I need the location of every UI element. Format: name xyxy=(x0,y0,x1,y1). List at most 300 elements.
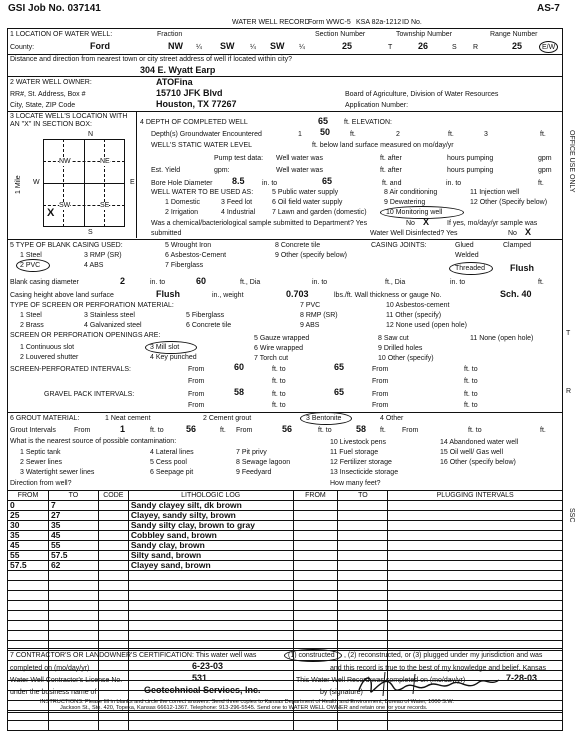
county-value: Ford xyxy=(90,41,110,51)
log-to xyxy=(48,711,98,721)
gw-ft: ft. xyxy=(540,131,546,138)
opening-option: 4 Key punched xyxy=(150,354,197,361)
source-option: 2 Sewer lines xyxy=(20,459,63,466)
perf-from-label: From xyxy=(188,378,205,385)
form-code: AS-7 xyxy=(537,3,560,14)
plugging-interval xyxy=(388,591,563,601)
gw2-num: 2 xyxy=(396,131,400,138)
fraction-3: SW xyxy=(270,41,285,51)
log-header-plug-from: FROM xyxy=(293,491,338,501)
gravel-from-label: From xyxy=(372,391,389,398)
log-description xyxy=(128,621,293,631)
distance-label: Distance and direction from nearest town or city street address of well if located within city? xyxy=(10,56,293,63)
log-to: 7 xyxy=(48,501,98,511)
grout-option: 2 Cement grout xyxy=(203,415,252,422)
gravel-to-label: ft. to xyxy=(464,391,478,398)
log-description: Silty sand, brown xyxy=(128,551,293,561)
section-number-value: 25 xyxy=(342,41,353,51)
log-description xyxy=(128,641,293,651)
log-from xyxy=(8,721,49,731)
margin-ssc: SSC xyxy=(568,508,575,523)
casing-option: 9 Other (specify below) xyxy=(275,252,347,259)
gravel-from-value: 58 xyxy=(234,387,245,397)
plug-from xyxy=(293,551,338,561)
log-description: Clayey sand, brown xyxy=(128,561,293,571)
plugging-interval xyxy=(388,551,563,561)
quarter-mark: ¼ xyxy=(299,44,305,51)
log-from xyxy=(8,581,49,591)
source-option: 8 Sewage lagoon xyxy=(236,459,291,466)
log-from xyxy=(8,631,49,641)
well-water-was: Well water was xyxy=(276,155,323,162)
log-from xyxy=(8,641,49,651)
use-label: WELL WATER TO BE USED AS: xyxy=(151,189,254,196)
log-from xyxy=(8,711,49,721)
grout-to-value: 56 xyxy=(186,424,197,434)
plug-from xyxy=(293,501,338,511)
casing-option: 4 ABS xyxy=(84,262,104,269)
grout-option: 1 Neat cement xyxy=(105,415,151,422)
plugging-interval xyxy=(388,641,563,651)
source-option: 9 Feedyard xyxy=(236,469,272,476)
bentonite-circle xyxy=(300,412,352,425)
log-row-blank xyxy=(8,631,563,641)
log-description xyxy=(128,671,293,681)
log-to xyxy=(48,721,98,731)
rule xyxy=(7,412,563,413)
log-from xyxy=(8,601,49,611)
screen-option: 5 Fiberglass xyxy=(186,312,225,319)
fraction-2: SW xyxy=(220,41,235,51)
plug-to xyxy=(338,611,388,621)
opening-option: 8 Saw cut xyxy=(378,335,409,342)
log-to xyxy=(48,621,98,631)
instructions-line-1: INSTRUCTIONS: Please fill in blanks and circle the correct answers. Send three copies to Kansas Department of Health and Environment, Bureau of Water, 1000 S.W. xyxy=(40,699,454,705)
log-from: 55 xyxy=(8,551,49,561)
constructed-circle xyxy=(284,649,342,662)
opening-option: 10 Other (specify) xyxy=(378,355,434,362)
use-option: 6 Oil field water supply xyxy=(272,199,343,206)
business-value: Geotechnical Services, Inc. xyxy=(144,685,261,695)
source-option: 13 Insecticide storage xyxy=(330,469,399,476)
grout-from-value: 1 xyxy=(120,424,126,434)
in-to: in. to xyxy=(446,180,462,187)
plug-to xyxy=(338,621,388,631)
log-code xyxy=(98,711,128,721)
gravel-label: GRAVEL PACK INTERVALS: xyxy=(44,391,135,398)
map-nw: NW xyxy=(59,158,71,165)
plug-from xyxy=(293,711,338,721)
use-option: 4 Industrial xyxy=(221,209,256,216)
log-from xyxy=(8,611,49,621)
disinfected-no-mark: X xyxy=(525,227,532,237)
log-description: Sandy silty clay, brown to gray xyxy=(128,521,293,531)
plugging-interval xyxy=(388,611,563,621)
plug-from xyxy=(293,571,338,581)
casing-option: 5 Wrought Iron xyxy=(165,242,212,249)
log-description: Clayey, sandy silty, brown xyxy=(128,511,293,521)
map-west: W xyxy=(33,179,40,186)
chem-tail: If yes, mo/day/yr sample was xyxy=(447,220,538,227)
casing-option: 3 RMP (SR) xyxy=(84,252,122,259)
use-option: 8 Air conditioning xyxy=(384,189,438,196)
street-value: 15710 JFK Blvd xyxy=(156,88,223,98)
gravel-from-label: From xyxy=(188,391,205,398)
casing-option: 8 Concrete tile xyxy=(275,242,321,249)
log-row-blank xyxy=(8,721,563,731)
log-code xyxy=(98,661,128,671)
pump-label: Pump test data: xyxy=(214,155,264,162)
log-code xyxy=(98,721,128,731)
source-option: 3 Watertight sewer lines xyxy=(20,469,95,476)
casing-option: 1 Steel xyxy=(20,252,42,259)
log-from: 57.5 xyxy=(8,561,49,571)
plug-from xyxy=(293,611,338,621)
margin-r: R xyxy=(566,388,572,395)
log-from xyxy=(8,591,49,601)
ksa-reference: KSA 82a-1212 xyxy=(356,19,402,26)
joint-option: Glued xyxy=(455,242,474,249)
screen-option: 9 ABS xyxy=(300,322,320,329)
weight-label: in., weight xyxy=(212,292,244,299)
use-option: 2 Irrigation xyxy=(165,209,199,216)
log-row-blank xyxy=(8,571,563,581)
log-from xyxy=(8,621,49,631)
diameter-to-value: 60 xyxy=(196,276,207,286)
plug-from xyxy=(293,521,338,531)
threaded-circle xyxy=(449,262,493,275)
opening-option: 1 Continuous slot xyxy=(20,344,75,351)
log-description xyxy=(128,571,293,581)
log-to xyxy=(48,641,98,651)
gpm-label: gpm: xyxy=(214,167,230,174)
gw1-num: 1 xyxy=(298,131,302,138)
plugging-interval xyxy=(388,601,563,611)
business-label: under the business name of xyxy=(10,689,97,696)
log-code xyxy=(98,601,128,611)
grid-line xyxy=(43,205,125,206)
mill-slot-circle xyxy=(145,341,197,354)
rule xyxy=(7,648,563,649)
use-option: 1 Domestic xyxy=(165,199,201,206)
log-header-row xyxy=(8,491,563,501)
plug-from xyxy=(293,621,338,631)
log-from: 30 xyxy=(8,521,49,531)
section-number-label: Section Number xyxy=(315,31,366,38)
record-completed-label: This Water Well Record was completed on (mo/day/yr) xyxy=(296,677,466,684)
grout-option: 4 Other xyxy=(380,415,404,422)
ft-after: ft. after xyxy=(380,167,402,174)
grout-option-selected: 3 Bentonite xyxy=(306,415,342,422)
plug-from xyxy=(293,631,338,641)
source-option: 14 Abandoned water well xyxy=(440,439,519,446)
log-header-plugging: PLUGGING INTERVALS xyxy=(388,491,563,501)
quarter-mark: ¼ xyxy=(250,44,256,51)
direction-label: Direction from well? xyxy=(10,480,72,487)
grout-ft: ft. xyxy=(540,427,546,434)
source-option: 15 Oil well/ Gas well xyxy=(440,449,504,456)
joints-label: CASING JOINTS: xyxy=(371,242,427,249)
log-description xyxy=(128,591,293,601)
joint-flush: Flush xyxy=(510,263,534,273)
log-description xyxy=(128,581,293,591)
grout-intervals-label: Grout Intervals xyxy=(10,427,56,434)
source-option: 10 Livestock pens xyxy=(330,439,387,446)
use-option: 5 Public water supply xyxy=(272,189,339,196)
opening-option: 11 None (open hole) xyxy=(470,335,534,342)
perf-from-label: From xyxy=(372,378,389,385)
plugging-interval xyxy=(388,501,563,511)
plug-to xyxy=(338,601,388,611)
record-title: WATER WELL RECORD xyxy=(232,19,310,26)
gpm: gpm xyxy=(538,167,552,174)
screen-option: 12 None used (open hole) xyxy=(386,322,467,329)
log-from xyxy=(8,571,49,581)
perf-from-label: From xyxy=(372,366,389,373)
plug-from xyxy=(293,601,338,611)
log-to: 55 xyxy=(48,541,98,551)
plug-to xyxy=(338,521,388,531)
ft: ft. xyxy=(538,180,544,187)
screen-option: 2 Brass xyxy=(20,322,44,329)
log-to xyxy=(48,591,98,601)
source-option: 5 Cess pool xyxy=(150,459,187,466)
license-value: 531 xyxy=(192,673,208,683)
bore-value: 8.5 xyxy=(232,176,245,186)
log-row-blank xyxy=(8,711,563,721)
ft-dia: ft., Dia xyxy=(385,279,406,286)
log-description xyxy=(128,711,293,721)
log-row-blank xyxy=(8,611,563,621)
grout-from-label: From xyxy=(74,427,91,434)
perf-to-label: ft. to xyxy=(272,378,286,385)
section4-label: 4 DEPTH OF COMPLETED WELL xyxy=(140,119,248,126)
rule xyxy=(136,111,137,238)
contractor-signature xyxy=(355,668,505,700)
perf-to-label: ft. to xyxy=(272,366,286,373)
plug-to xyxy=(338,641,388,651)
margin-t: T xyxy=(566,330,571,337)
ft-after: ft. after xyxy=(380,155,402,162)
log-code xyxy=(98,571,128,581)
office-use-label: OFFICE USE ONLY xyxy=(568,130,575,193)
plug-from xyxy=(293,591,338,601)
casing-option-selected: 2 PVC xyxy=(20,262,41,269)
plug-to xyxy=(338,541,388,551)
plugging-interval xyxy=(388,711,563,721)
plugging-interval xyxy=(388,571,563,581)
ft: ft. xyxy=(538,279,544,286)
log-from: 35 xyxy=(8,531,49,541)
log-to: 35 xyxy=(48,521,98,531)
plugging-interval xyxy=(388,561,563,571)
log-code xyxy=(98,621,128,631)
log-to xyxy=(48,611,98,621)
fraction-1: NW xyxy=(168,41,183,51)
well-water-was: Well water was xyxy=(276,167,323,174)
use-option: 3 Feed lot xyxy=(221,199,253,206)
log-code xyxy=(98,581,128,591)
log-row xyxy=(8,511,563,521)
log-to: 57.5 xyxy=(48,551,98,561)
hours-pumping: hours pumping xyxy=(447,167,494,174)
log-code xyxy=(98,641,128,651)
opening-option: 9 Drilled holes xyxy=(378,345,423,352)
township-unit: S xyxy=(452,44,457,51)
log-to xyxy=(48,571,98,581)
screen-option: 10 Asbestos-cement xyxy=(386,302,450,309)
monitoring-well-circle xyxy=(380,206,464,219)
plug-from xyxy=(293,511,338,521)
perf-to-label: ft. to xyxy=(464,366,478,373)
perf-from-value: 60 xyxy=(234,362,245,372)
log-code xyxy=(98,551,128,561)
screen-option: 1 Steel xyxy=(20,312,42,319)
chem-sample-label: Was a chemical/bacteriological sample submitted to Department? Yes xyxy=(151,220,368,227)
gravel-from-label: From xyxy=(372,402,389,409)
plug-to xyxy=(338,721,388,731)
log-header-to: TO xyxy=(48,491,98,501)
cert-line1-tail: , (2) reconstructed, or (3) plugged under my jurisdiction and was xyxy=(344,652,543,659)
in-to: in. to xyxy=(450,279,466,286)
grid-line xyxy=(104,139,105,227)
license-label: Water Well Contractor's License No. xyxy=(10,677,123,684)
gw-ft: ft. xyxy=(448,131,454,138)
range-r: R xyxy=(473,44,479,51)
source-option: 12 Fertilizer storage xyxy=(330,459,392,466)
log-description: Cobbley sand, brown xyxy=(128,531,293,541)
diameter-value: 2 xyxy=(120,276,126,286)
log-header-lithology: LITHOLOGIC LOG xyxy=(128,491,293,501)
range-value: 25 xyxy=(512,41,523,51)
well-location-x: X xyxy=(47,207,55,219)
casing-option: 7 Fiberglass xyxy=(165,262,204,269)
grid-line xyxy=(43,161,125,162)
plugging-interval xyxy=(388,531,563,541)
plug-to xyxy=(338,561,388,571)
gw-ft: ft. xyxy=(350,131,356,138)
map-north: N xyxy=(88,131,94,138)
opening-option: 7 Torch cut xyxy=(254,355,289,362)
log-code xyxy=(98,591,128,601)
log-row-blank xyxy=(8,581,563,591)
log-row-blank xyxy=(8,641,563,651)
log-row xyxy=(8,541,563,551)
map-east: E xyxy=(130,179,135,186)
yield-label: Est. Yield xyxy=(151,167,181,174)
log-row xyxy=(8,521,563,531)
perf-to-value: 65 xyxy=(334,362,345,372)
plug-from xyxy=(293,561,338,571)
opening-option: 6 Wire wrapped xyxy=(254,345,304,352)
section3-label: 3 LOCATE WELL'S LOCATION WITH AN "X" IN SECTION BOX: xyxy=(10,113,128,128)
grout-from2-value: 56 xyxy=(282,424,293,434)
completed-value: 6-23-03 xyxy=(192,661,224,671)
log-row-blank xyxy=(8,601,563,611)
depth-value: 65 xyxy=(318,116,329,126)
owner-value: ATOFina xyxy=(156,77,193,87)
grid-line xyxy=(63,139,64,227)
disinfected-no: No xyxy=(508,230,517,237)
in-to: in. to xyxy=(262,180,278,187)
gravel-to-label: ft. to xyxy=(464,402,478,409)
in-to: in. to xyxy=(312,279,328,286)
static-label: WELL'S STATIC WATER LEVEL xyxy=(151,142,253,149)
use-option: 12 Other (Specify below) xyxy=(470,199,548,206)
log-row xyxy=(8,531,563,541)
constructed-option: (1) constructed xyxy=(288,652,335,659)
source-option: 11 Fuel storage xyxy=(330,449,379,456)
address-label: RR#, St. Address, Box # xyxy=(10,91,86,98)
map-mile: 1 Mile xyxy=(15,175,22,194)
grout-to2-value: 58 xyxy=(356,424,367,434)
plugging-interval xyxy=(388,521,563,531)
log-row-blank xyxy=(8,591,563,601)
log-description xyxy=(128,631,293,641)
ft-and: ft. and xyxy=(382,180,402,187)
city-label: City, State, ZIP Code xyxy=(10,102,76,109)
weight-value: 0.703 xyxy=(286,289,309,299)
grout-to-label: ft. to xyxy=(468,427,482,434)
plug-to xyxy=(338,551,388,561)
source-option: 7 Pit privy xyxy=(236,449,267,456)
grout-to-label: ft. to xyxy=(318,427,332,434)
gauge-value: Sch. 40 xyxy=(500,289,532,299)
plugging-interval xyxy=(388,621,563,631)
gravel-from-label: From xyxy=(188,402,205,409)
log-to xyxy=(48,631,98,641)
application-label: Application Number: xyxy=(345,102,409,109)
joint-option: Welded xyxy=(455,252,479,259)
instructions-line-2: Jackson St., Ste. 420, Topeka, Kansas 66612-1367. Telephone: 913-296-5545. Send one to WATER WELL OWNER and retain one for your records. xyxy=(60,705,428,711)
ft-dia: ft., Dia xyxy=(240,279,261,286)
screen-option: 11 Other (specify) xyxy=(386,312,442,319)
use-option: 9 Dewatering xyxy=(384,199,426,206)
log-code xyxy=(98,611,128,621)
grout-to-label: ft. to xyxy=(150,427,164,434)
log-code xyxy=(98,541,128,551)
log-header-plug-to: TO xyxy=(338,491,388,501)
disinfected-label: Water Well Disinfected? Yes xyxy=(370,230,458,237)
completed-label: completed on (mo/day/yr) xyxy=(10,665,90,672)
form-number: Form WWC-5 xyxy=(308,19,351,26)
id-number-label: ID No. xyxy=(402,19,422,26)
log-to xyxy=(48,601,98,611)
use-option: 11 Injection well xyxy=(470,189,520,196)
height-label: Casing height above land surface xyxy=(10,292,114,299)
source-option: 6 Seepage pit xyxy=(150,469,194,476)
plug-from xyxy=(293,721,338,731)
cert-true-text: and this record is true to the best of my knowledge and belief. Kansas xyxy=(330,665,546,672)
height-value: Flush xyxy=(156,289,180,299)
grout-ft: ft. xyxy=(380,427,386,434)
city-value: Houston, TX 77267 xyxy=(156,99,237,109)
pvc-circle xyxy=(16,259,50,272)
screen-option: 6 Concrete tile xyxy=(186,322,232,329)
plug-from xyxy=(293,531,338,541)
openings-label: SCREEN OR PERFORATION OPENINGS ARE: xyxy=(10,332,161,339)
log-row-blank xyxy=(8,621,563,631)
address-value: 304 E. Wyatt Earp xyxy=(140,65,216,75)
plugging-interval xyxy=(388,511,563,521)
screen-option: 8 RMP (SR) xyxy=(300,312,338,319)
map-south: S xyxy=(88,229,93,236)
plug-from xyxy=(293,581,338,591)
lbs-label: lbs./ft. Wall thickness or gauge No. xyxy=(334,292,442,299)
bore-label: Bore Hole Diameter xyxy=(151,180,213,187)
log-code xyxy=(98,521,128,531)
log-description xyxy=(128,611,293,621)
